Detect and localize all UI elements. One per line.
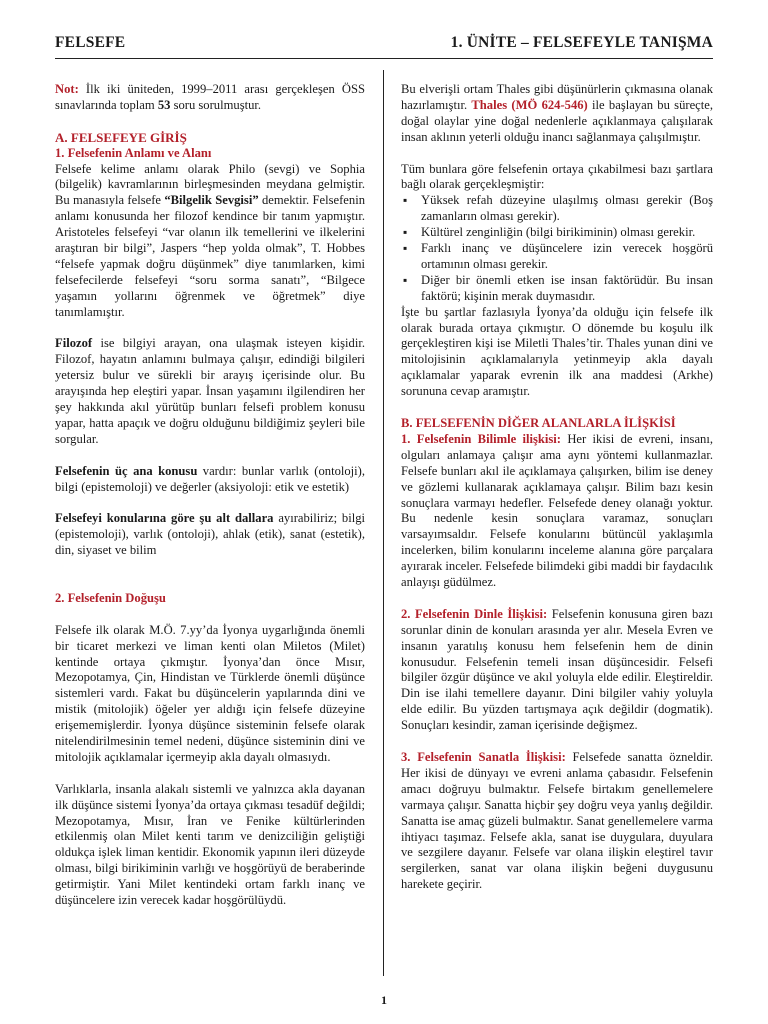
text: ise bilgiyi arayan, ona ulaşmak isteyen kişidir. Filozof, hayatın anlamını bulmaya çalışır, edindiği bilgileri yetersiz bulur ve sürekli bir arayış içerisinde olur. Bu arayışında hep eleştiri yapar. İnsan yaşamını ilgilendiren her şey hakkında akıl yürütüp bunları felsefi problem konusu yapar, hatta apaçık ve doğru olduğunu bildiğimiz şeyleri bile sorgular. xyxy=(55,336,365,446)
note-text: İlk iki üniteden, 1999–2011 arası gerçekleşen ÖSS sınavlarında toplam xyxy=(55,82,365,112)
paragraph: Varlıklarla, insanla alakalı sistemli ve yalnızca akla dayanan ilk düşünce sistemi İyonya’da ortaya çıkması tesadüf değildi; Mezopotamya, Mısır, İran ve Fenike kültürlerinden etkilenmiş olan Milet kenti tarım ve denizciliğin geliştiği oldukça işlek liman kentidir. Ekonomik yapının ileri düzeyde olması, bilgi birikiminin varlığı ve hoşgörüyü de beraberinde getirmiştir. Yani Milet kentindeki ortam farklı inanç ve düşüncelere izin verecek kadar hoşgörülüydü. xyxy=(55,781,365,908)
paragraph xyxy=(55,511,365,559)
conditions-list xyxy=(401,193,713,304)
note-label: Not: xyxy=(55,82,79,96)
text: ayırabiliriz; bilgi (epistemoloji), varlık (ontoloji), ahlak (etik), sanat (estetik), din, siyaset ve bilim xyxy=(55,511,365,558)
subsection-1-title: 1. Felsefenin Anlamı ve Alanı xyxy=(55,145,212,160)
paragraph: Tüm bunlara göre felsefenin ortaya çıkabilmesi bazı şartlara bağlı olarak gerçekleşmiştir: xyxy=(401,161,713,192)
text: vardır: bunlar varlık (ontoloji), bilgi (epistemoloji) ve değerler (aksiyoloji: etik ve estetik) xyxy=(55,463,365,494)
note-paragraph xyxy=(55,82,365,114)
page-number: 1 xyxy=(381,993,387,1007)
page-header xyxy=(55,34,713,60)
paragraph: Felsefe ilk olarak M.Ö. 7.yy’da İyonya uygarlığında önemli bir ticaret merkezi ve liman kenti olan Miletos (Milet) kentinde ortaya çıkmıştır. İyonya’dan önce Mısır, Mezopotamya, Çin, Hindistan ve Türklerde önemli düşünce sistemleri vardı. Fakat bu düşüncelerin yapılarında dini ve mistik (mitolojik) öğeler yer aldığı için felsefe düzeyine erişememişlerdir. İyonya düşünce sisteminin felsefe olarak nitelendirilmesinin temel nedeni, düşünce sisteminin dini ve mitolojik açıklamalar içermeyip akla dayalı olmasıydı. xyxy=(55,622,365,764)
text: Felsefenin konusuna giren bazı sorunlar dinin de konuları arasında yer alır. Mesela Evren ve insanın yaratılış konusu hem felsefenin hem de dinin konusudur. Felsefenin temeli insan düşüncesidir. Felsefi bilgiler özgür düşünce ve akıl yoluyla elde edilir. Eleştireldir. Din ise ilahi temellere dayanır. Dini bilgiler vahiy yoluyla elde edilir. Bu yüzden tartışmaya açık değildir (dogmatik). Sonuçları kesindir, zaman içerisinde değişmez. xyxy=(401,606,713,733)
bold-term: Felsefeyi konularına göre şu alt dallara xyxy=(55,511,274,526)
bold-term: Felsefenin üç ana konusu xyxy=(55,463,198,478)
text: Her ikisi de evreni, insanı, olguları anlamaya çalışır ama aynı yöntemi kullanmazlar. Felsefe bunları akıl ile açıklamaya çalışırken, bilim ise deney ve gözlemi kullanarak açıklamaya çalışır. Bilim bazı kesin sonuçlara varmayı hedefler. Felsefede deney olanağı yoktur. Bu nedenle kesin sonuçlara varamaz, sonuçları varsayımsaldır. Felsefe konularını bütüncül yaklaşımla incelerken, bilim konularını inceleme alanına göre parçalara ayırarak inceler. Felsefede bilimdeki gibi maddi bir faydacılık anlayışı güdülmez. xyxy=(401,431,713,590)
header-right-title: 1. ÜNİTE – FELSEFEYLE TANIŞMA xyxy=(450,34,713,51)
list-item: ▪ Yüksek refah düzeyine ulaşılmış olması gerekir (Boş zamanların olması gerekir). xyxy=(401,193,713,225)
thales-dates: Thales (MÖ 624-546) xyxy=(471,97,588,112)
section-b-title: B. FELSEFENİN DİĞER ALANLARLA İLİŞKİSİ xyxy=(401,416,676,430)
note-text-end: soru sorulmuştur. xyxy=(170,97,262,112)
list-item: ▪ Kültürel zenginliğin (bilgi birikiminin) olması gerekir. xyxy=(401,225,713,241)
left-column xyxy=(55,82,365,909)
bold-term: Filozof xyxy=(55,336,93,351)
section-a-title: A. FELSEFEYE GİRİŞ xyxy=(55,129,187,145)
bold-term: “Bilgelik Sevgisi” xyxy=(164,193,259,208)
paragraph xyxy=(401,607,713,734)
text: Bu elverişli ortam Thales gibi düşünürlerin çıkmasına olanak hazırlamıştır. xyxy=(401,82,713,112)
text: Felsefe kelime anlamı olarak Philo (sevgi) ve Sophia (bilgelik) kavramlarının birleşmesinden meydana gelmiştir. Bu manasıyla felsefe xyxy=(55,161,365,208)
list-item: ▪ Farklı inanç ve düşüncelere izin verecek hoşgörü ortamının olması gerekir. xyxy=(401,241,713,273)
paragraph xyxy=(401,432,713,591)
header-rule xyxy=(55,58,713,59)
header-left-title: FELSEFE xyxy=(55,34,126,51)
paragraph xyxy=(55,162,365,321)
paragraph xyxy=(55,336,365,447)
subsection-2-title: 2. Felsefenin Doğuşu xyxy=(55,590,166,605)
subsection-title: 3. Felsefenin Sanatla İlişkisi: xyxy=(401,750,566,764)
text: Felsefede sanatta özneldir. Her ikisi de dünyayı ve evreni anlama çabasıdır. Felsefenin amacı doğruyu bulmaktır. Felsefe birtakım genellemelere varmaya çalışır. Sanatta hiçbir şey doğru veya yanlış değildir. Sanatta ise amaç güzeli bulmaktır. Sanat genellemelere varma ihtiyacı taşımaz. Felsefe akla, sanat ise duygulara, duyulara ve sezgilere dayanır. Felsefe var olana ilişkin eleştirel tavır sergilerken, sanat var olana ilişkin beğeni duygusunu harekete geçirir. xyxy=(401,750,713,892)
paragraph xyxy=(401,750,713,893)
subsection-title: 2. Felsefenin Dinle İlişkisi: xyxy=(401,606,548,621)
column-separator xyxy=(383,70,384,976)
text: ile başlayan bu süreçte, doğal olaylar yine doğal nedenlerle açıklanmaya çalışılarak insan aklının yeterli olduğu inancı sağlanmaya çalışılmıştır. xyxy=(401,97,713,144)
paragraph xyxy=(55,464,365,496)
note-count: 53 xyxy=(157,97,171,112)
subsection-title: 1. Felsefenin Bilimle ilişkisi: xyxy=(401,431,561,446)
text: demektir. Felsefenin anlamı konusunda her filozof kendince bir tanım yapmıştır. Aristoteles felsefeyi “var olanın ilk temellerini ve ilkelerini araştıran bir bilgi”, Jaspers “hep yolda olmak”, T. Hobbes “felsefe yapmak doğru düşünmek” diye tanımlarken, kimi felsefecilerde felsefeyi “soru sorma sanatı”, “Bilgece yaşamın yollarını öğrenmek ve öğretmek” diye tanımlamıştır. xyxy=(55,193,365,319)
list-item: ▪ Diğer bir önemli etken ise insan faktörüdür. Bu insan faktörü; kişinin merak duymasıdır. xyxy=(401,273,713,305)
paragraph xyxy=(401,82,713,146)
right-column xyxy=(401,82,713,893)
paragraph: İşte bu şartlar fazlasıyla İyonya’da olduğu için felsefe ilk olarak burada ortaya çıkmıştır. O dönemde bu koşulu ilk gerçekleştiren kişi ise Miletli Thales’tir. Thales yunan dini ve mitolojisinin açıklamalarıyla yetinmeyip akla dayalı açıklamalar yaparak evrenin ilk ana maddesi (Arkhe) sorununa cevap aramıştır. xyxy=(401,304,713,399)
